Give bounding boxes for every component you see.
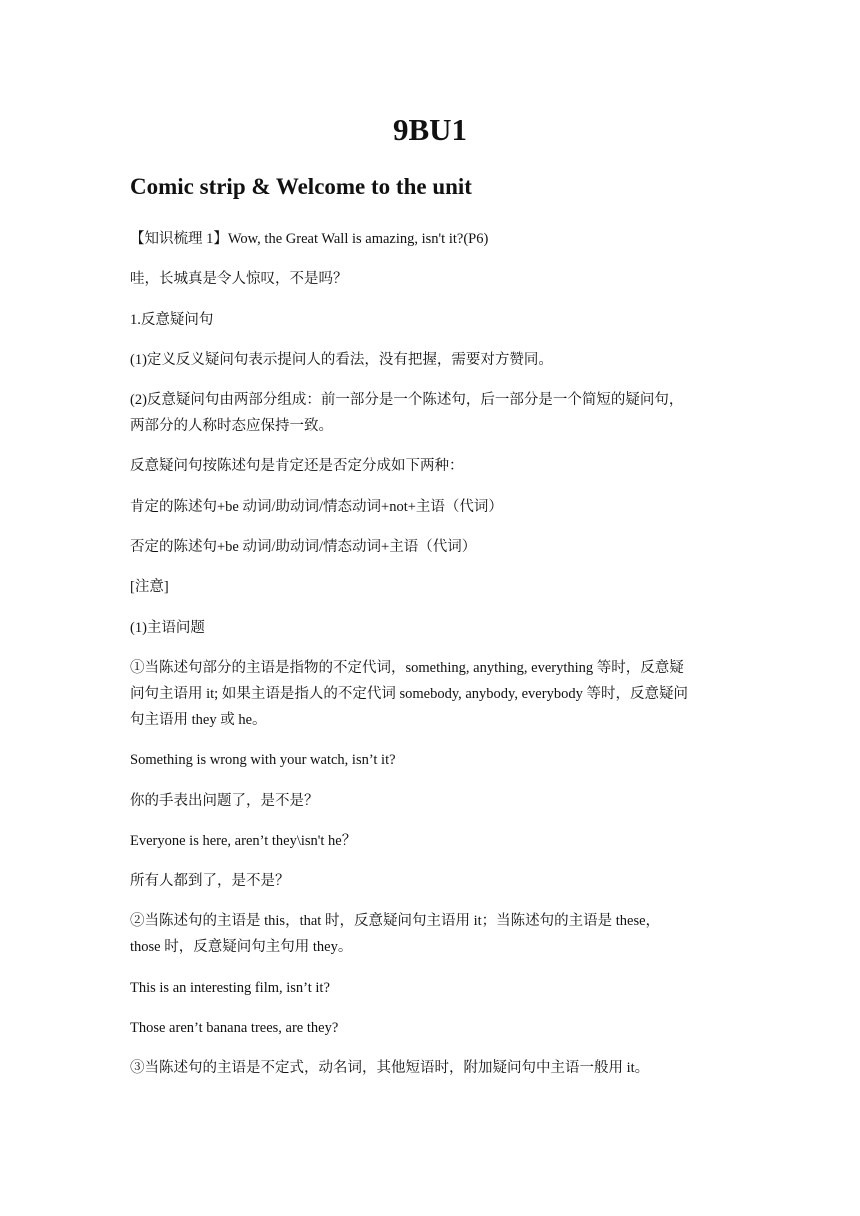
- rule-demonstratives: ②当陈述句的主语是 this，that 时，反意疑问句主语用 it；当陈述句的主语是 these，those 时，反意疑问句主句用 they。: [130, 913, 661, 956]
- structure-paragraph: (2)反意疑问句由两部分组成：前一部分是一个陈述句，后一部分是一个简短的疑问句，两部分的人称时态应保持一致。: [130, 392, 684, 435]
- example-sentence: This is an interesting film, isn’t it?: [130, 979, 330, 996]
- example-sentence: Those aren’t banana trees, are they?: [130, 1020, 339, 1037]
- positive-rule: 肯定的陈述句+be 动词/助动词/情态动词+not+主语（代词）: [130, 498, 503, 515]
- example-sentence: Everyone is here, aren’t they\isn't he？: [130, 832, 357, 849]
- topic-heading: 1.反意疑问句: [130, 311, 214, 328]
- rule-indefinite-pronouns: ①当陈述句部分的主语是指物的不定代词，something, anything, everything 等时，反意疑问句主语用 it; 如果主语是指人的不定代词 somebody, anybody, everybody 等时，反意疑问句主语用 they 或 he。: [130, 659, 688, 728]
- document-title: 9BU1: [392, 112, 468, 147]
- subject-issue-heading: (1)主语问题: [130, 619, 205, 636]
- example-sentence: Something is wrong with your watch, isn’t it?: [130, 752, 396, 769]
- note-label: [注意]: [130, 579, 169, 596]
- section-heading: Comic strip & Welcome to the unit: [130, 174, 472, 199]
- example-translation: 哇，长城真是令人惊叹，不是吗？: [130, 271, 348, 288]
- negative-rule: 否定的陈述句+be 动词/助动词/情态动词+主语（代词）: [130, 539, 477, 556]
- example-translation: 所有人都到了，是不是？: [130, 873, 290, 890]
- classification-paragraph: 反意疑问句按陈述句是肯定还是否定分成如下两种：: [130, 458, 464, 475]
- rule-infinitive-subject: ③当陈述句的主语是不定式，动名词，其他短语时，附加疑问句中主语一般用 it。: [130, 1060, 650, 1077]
- knowledge-point-heading: 【知识梳理 1】Wow, the Great Wall is amazing, isn't it?(P6): [130, 231, 489, 247]
- definition-paragraph: (1)定义反义疑问句表示提问人的看法，没有把握，需要对方赞同。: [130, 351, 553, 368]
- document-body: [130, 226, 690, 1096]
- example-translation: 你的手表出问题了，是不是？: [130, 792, 319, 809]
